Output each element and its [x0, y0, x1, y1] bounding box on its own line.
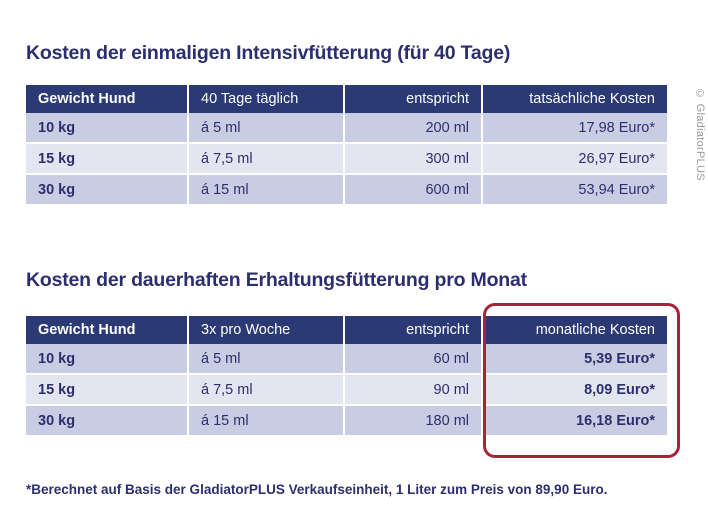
- column-header-weight: Gewicht Hund: [26, 316, 188, 344]
- table-row: [26, 405, 667, 435]
- cell-dose: á 5 ml: [188, 113, 344, 143]
- copyright-credit: © GladiatorPLUS: [694, 88, 706, 181]
- cell-cost: 53,94 Euro*: [482, 174, 667, 204]
- cell-equals: 300 ml: [344, 143, 482, 174]
- table-header-row: [26, 316, 667, 344]
- cell-equals: 90 ml: [344, 374, 482, 405]
- table-header: [26, 85, 667, 113]
- table-row: [26, 143, 667, 174]
- cell-equals: 60 ml: [344, 344, 482, 374]
- cell-dose: á 15 ml: [188, 174, 344, 204]
- table-body: [26, 344, 667, 435]
- table-row: [26, 344, 667, 374]
- cell-weight: 30 kg: [26, 174, 188, 204]
- cell-dose: á 15 ml: [188, 405, 344, 435]
- cell-cost: 8,09 Euro*: [482, 374, 667, 405]
- cell-cost: 26,97 Euro*: [482, 143, 667, 174]
- table-header-row: [26, 85, 667, 113]
- cell-weight: 10 kg: [26, 113, 188, 143]
- intensive-feeding-cost-table: [26, 85, 667, 204]
- column-header-equals: entspricht: [344, 316, 482, 344]
- table-row: [26, 374, 667, 405]
- cell-weight: 10 kg: [26, 344, 188, 374]
- cell-dose: á 7,5 ml: [188, 143, 344, 174]
- maintenance-feeding-cost-table: [26, 316, 667, 435]
- column-header-monthly-cost: monatliche Kosten: [482, 316, 667, 344]
- table-header: [26, 316, 667, 344]
- cell-weight: 15 kg: [26, 374, 188, 405]
- table-row: [26, 174, 667, 204]
- cell-dose: á 7,5 ml: [188, 374, 344, 405]
- table-body: [26, 113, 667, 204]
- cell-weight: 30 kg: [26, 405, 188, 435]
- section2-heading: Kosten der dauerhaften Erhaltungsfütterung pro Monat: [26, 269, 527, 292]
- cell-equals: 600 ml: [344, 174, 482, 204]
- cell-cost: 5,39 Euro*: [482, 344, 667, 374]
- column-header-daily-dose: 40 Tage täglich: [188, 85, 344, 113]
- cell-cost: 16,18 Euro*: [482, 405, 667, 435]
- section1-heading: Kosten der einmaligen Intensivfütterung (für 40 Tage): [26, 42, 511, 65]
- cell-dose: á 5 ml: [188, 344, 344, 374]
- cell-weight: 15 kg: [26, 143, 188, 174]
- column-header-weight: Gewicht Hund: [26, 85, 188, 113]
- table-row: [26, 113, 667, 143]
- footnote: *Berechnet auf Basis der GladiatorPLUS Verkaufseinheit, 1 Liter zum Preis von 89,90 Euro.: [26, 482, 608, 497]
- column-header-equals: entspricht: [344, 85, 482, 113]
- cell-equals: 200 ml: [344, 113, 482, 143]
- column-header-weekly-dose: 3x pro Woche: [188, 316, 344, 344]
- cell-equals: 180 ml: [344, 405, 482, 435]
- cell-cost: 17,98 Euro*: [482, 113, 667, 143]
- column-header-actual-cost: tatsächliche Kosten: [482, 85, 667, 113]
